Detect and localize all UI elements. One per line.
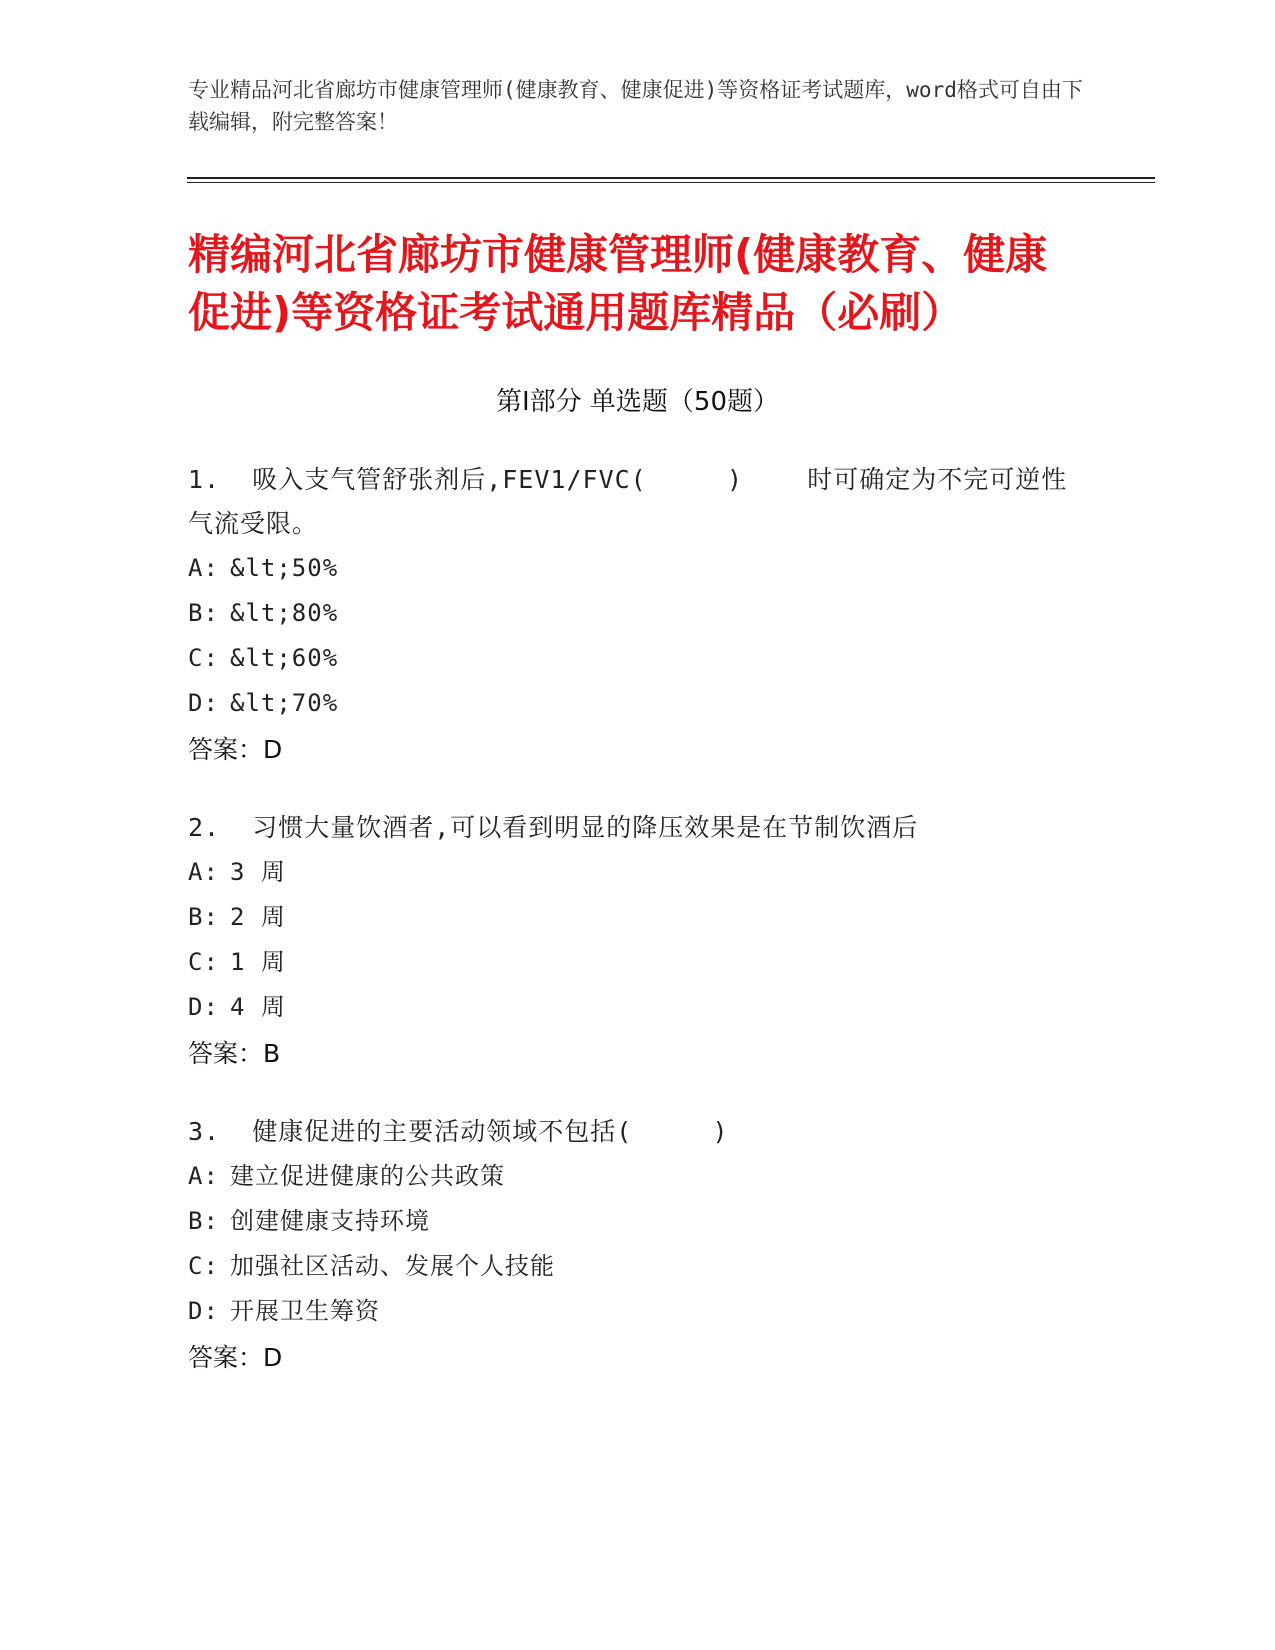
document-title: 精编河北省廊坊市健康管理师(健康教育、健康促进)等资格证考试通用题库精品（必刷）	[188, 230, 1048, 337]
option-a: A: 3 周	[188, 858, 286, 886]
option-d: D: 4 周	[188, 993, 286, 1021]
header-note: 专业精品河北省廊坊市健康管理师(健康教育、健康促进)等资格证考试题库，word格式可自由下载编辑，附完整答案！	[188, 78, 1083, 134]
option-b: B: 创建健康支持环境	[188, 1207, 430, 1235]
question-stem: 3. 健康促进的主要活动领域不包括( )	[188, 1117, 729, 1146]
option-c: C: 加强社区活动、发展个人技能	[188, 1252, 555, 1280]
option-c: C: &lt;60%	[188, 644, 339, 672]
question-1	[188, 458, 1088, 773]
question-2	[188, 806, 1088, 1077]
option-d: D: 开展卫生筹资	[188, 1297, 380, 1325]
section-title: 第Ⅰ部分 单选题（50题）	[495, 387, 780, 417]
question-stem: 2. 习惯大量饮酒者,可以看到明显的降压效果是在节制饮酒后	[188, 813, 919, 842]
answer: 答案：D	[188, 735, 283, 764]
header-rule-thin	[187, 182, 1155, 183]
option-b: B: &lt;80%	[188, 599, 339, 627]
question-3	[188, 1110, 1088, 1381]
option-a: A: &lt;50%	[188, 554, 339, 582]
option-b: B: 2 周	[188, 903, 286, 931]
question-stem: 1. 吸入支气管舒张剂后,FEV1/FVC( ) 时可确定为不完可逆性气流受限。	[188, 465, 1068, 538]
option-d: D: &lt;70%	[188, 689, 339, 717]
option-a: A: 建立促进健康的公共政策	[188, 1162, 505, 1190]
header-rule-thick	[187, 177, 1155, 179]
option-c: C: 1 周	[188, 948, 286, 976]
answer: 答案：B	[188, 1039, 281, 1068]
answer: 答案：D	[188, 1343, 283, 1372]
